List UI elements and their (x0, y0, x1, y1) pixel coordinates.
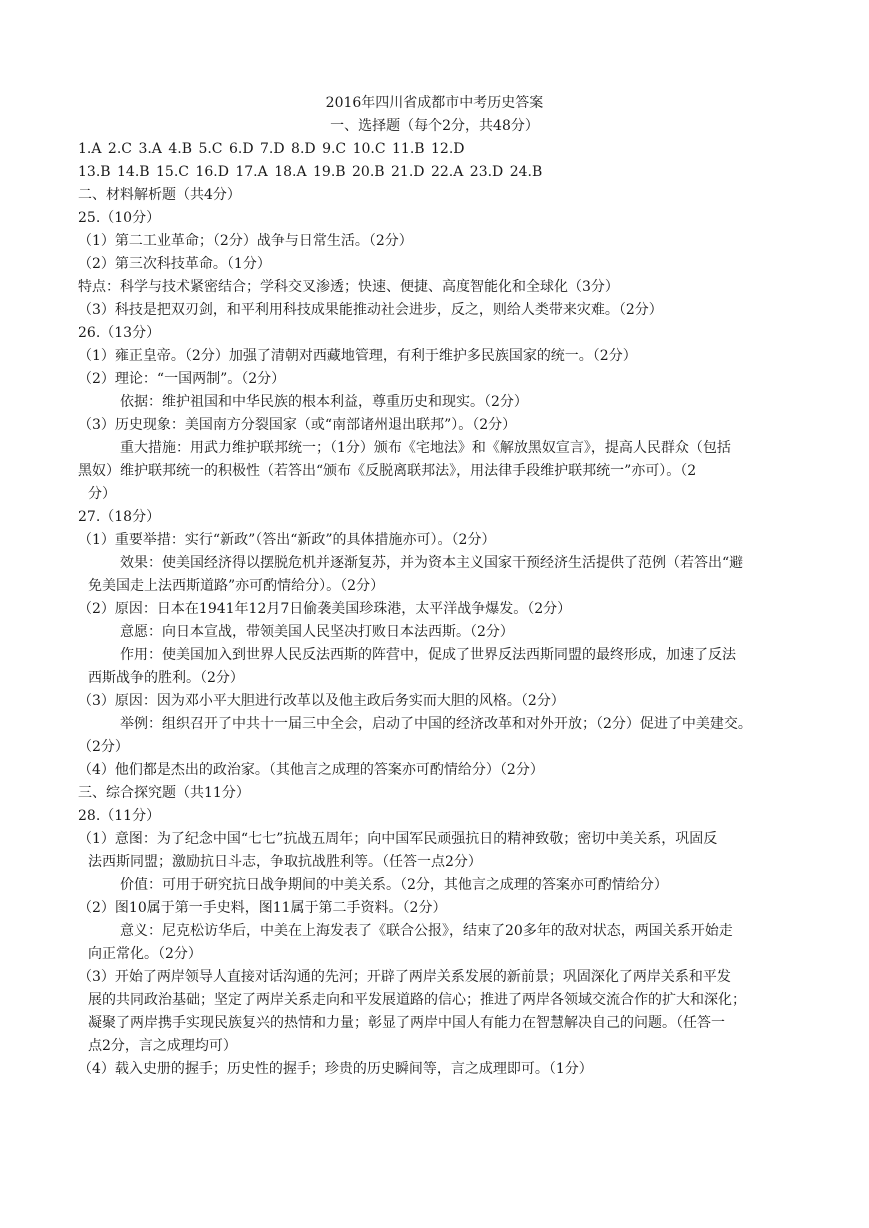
q25-line: （2）第三次科技革命。（1分） (78, 256, 271, 272)
q27-heading: 27.（18分） (78, 509, 161, 525)
q26-heading: 26.（13分） (78, 325, 161, 341)
mc-answers-row-2: 13.B 14.B 15.C 16.D 17.A 18.A 19.B 20.B 21.D 22.A 23.D 24.B (78, 164, 543, 180)
q25-line: （3）科技是把双刃剑，和平利用科技成果能推动社会进步，反之，则给人类带来灾难。（2分） (78, 302, 663, 318)
q28-line: 展的共同政治基础；坚定了两岸关系走向和平发展道路的信心；推进了两岸各领域交流合作的扩大和深化； (88, 992, 746, 1008)
q27-line: （2）原因：日本在1941年12月7日偷袭美国珍珠港，太平洋战争爆发。（2分） (78, 601, 572, 617)
q27-line: 作用：使美国加入到世界人民反法西斯的阵营中，促成了世界反法西斯同盟的最终形成，加速了反法 (120, 647, 736, 663)
q27-line: 西斯战争的胜利。（2分） (88, 670, 244, 686)
q26-line: 分） (88, 486, 116, 502)
section3-heading: 三、综合探究题（共11分） (78, 785, 250, 801)
q27-line: （4）他们都是杰出的政治家。（其他言之成理的答案亦可酌情给分）（2分） (78, 762, 544, 778)
document-title: 2016年四川省成都市中考历史答案 (325, 95, 544, 111)
q28-line: （1）意图：为了纪念中国“七七”抗战五周年；向中国军民顽强抗日的精神致敬；密切中美关系，巩固反 (78, 831, 718, 847)
q27-line: （3）原因：因为邓小平大胆进行改革以及他主政后务实而大胆的风格。（2分） (78, 693, 565, 709)
section2-heading: 二、材料解析题（共4分） (78, 187, 241, 203)
q27-line: （2分） (78, 739, 129, 755)
q28-line: （3）开始了两岸领导人直接对话沟通的先河；开辟了两岸关系发展的新前景；巩固深化了两岸关系和平发 (78, 969, 731, 985)
q28-line: 凝聚了两岸携手实现民族复兴的热情和力量；彰显了两岸中国人有能力在智慧解决自己的问题。（任答一 (88, 1015, 725, 1031)
q27-line: 效果：使美国经济得以摆脱危机并逐渐复苏，并为资本主义国家干预经济生活提供了范例（若答出“避 (120, 555, 744, 571)
q25-heading: 25.（10分） (78, 210, 161, 226)
q28-line: 价值：可用于研究抗日战争期间的中美关系。（2分，其他言之成理的答案亦可酌情给分） (120, 877, 668, 893)
q26-line: 依据：维护祖国和中华民族的根本利益，尊重历史和现实。（2分） (120, 394, 528, 410)
q25-line: 特点：科学与技术紧密结合；学科交叉渗透；快速、便捷、高度智能化和全球化（3分） (78, 279, 619, 295)
q27-line: 免美国走上法西斯道路”亦可酌情给分）。（2分） (88, 578, 385, 594)
q26-line: （2）理论：“一国两制”。（2分） (78, 371, 286, 387)
q27-line: （1）重要举措：实行“新政”（答出“新政”的具体措施亦可）。（2分） (78, 532, 496, 548)
q26-line: （1）雍正皇帝。（2分）加强了清朝对西藏地管理，有利于维护多民族国家的统一。（2分） (78, 348, 637, 364)
q27-line: 意愿：向日本宣战，带领美国人民坚决打败日本法西斯。（2分） (120, 624, 514, 640)
q28-line: 点2分，言之成理均可） (88, 1038, 237, 1054)
q26-line: 黑奴）维护联邦统一的积极性（若答出“颁布《反脱离联邦法》，用法律手段维护联邦统一”亦可）。（2 (78, 463, 697, 479)
q28-line: （4）载入史册的握手；历史性的握手；珍贵的历史瞬间等，言之成理即可。（1分） (78, 1061, 593, 1077)
section1-heading: 一、选择题（每个2分，共48分） (330, 118, 539, 134)
q28-heading: 28.（11分） (78, 808, 161, 824)
q28-line: 向正常化。（2分） (88, 946, 202, 962)
q26-line: 重大措施：用武力维护联邦统一；（1分）颁布《宅地法》和《解放黑奴宣言》，提高人民群众（包括 (120, 440, 731, 456)
q28-line: 法西斯同盟；激励抗日斗志，争取抗战胜利等。（任答一点2分） (88, 854, 482, 870)
mc-answers-row-1: 1.A 2.C 3.A 4.B 5.C 6.D 7.D 8.D 9.C 10.C 11.B 12.D (78, 141, 465, 157)
q28-line: 意义：尼克松访华后，中美在上海发表了《联合公报》，结束了20多年的敌对状态，两国关系开始走 (120, 923, 733, 939)
q28-line: （2）图10属于第一手史料，图11属于第二手资料。（2分） (78, 900, 447, 916)
q26-line: （3）历史现象：美国南方分裂国家（或“南部诸州退出联邦”）。（2分） (78, 417, 517, 433)
q25-line: （1）第二工业革命；（2分）战争与日常生活。（2分） (78, 233, 413, 249)
q27-line: 举例：组织召开了中共十一届三中全会，启动了中国的经济改革和对外开放；（2分）促进了中美建交。 (120, 716, 752, 732)
